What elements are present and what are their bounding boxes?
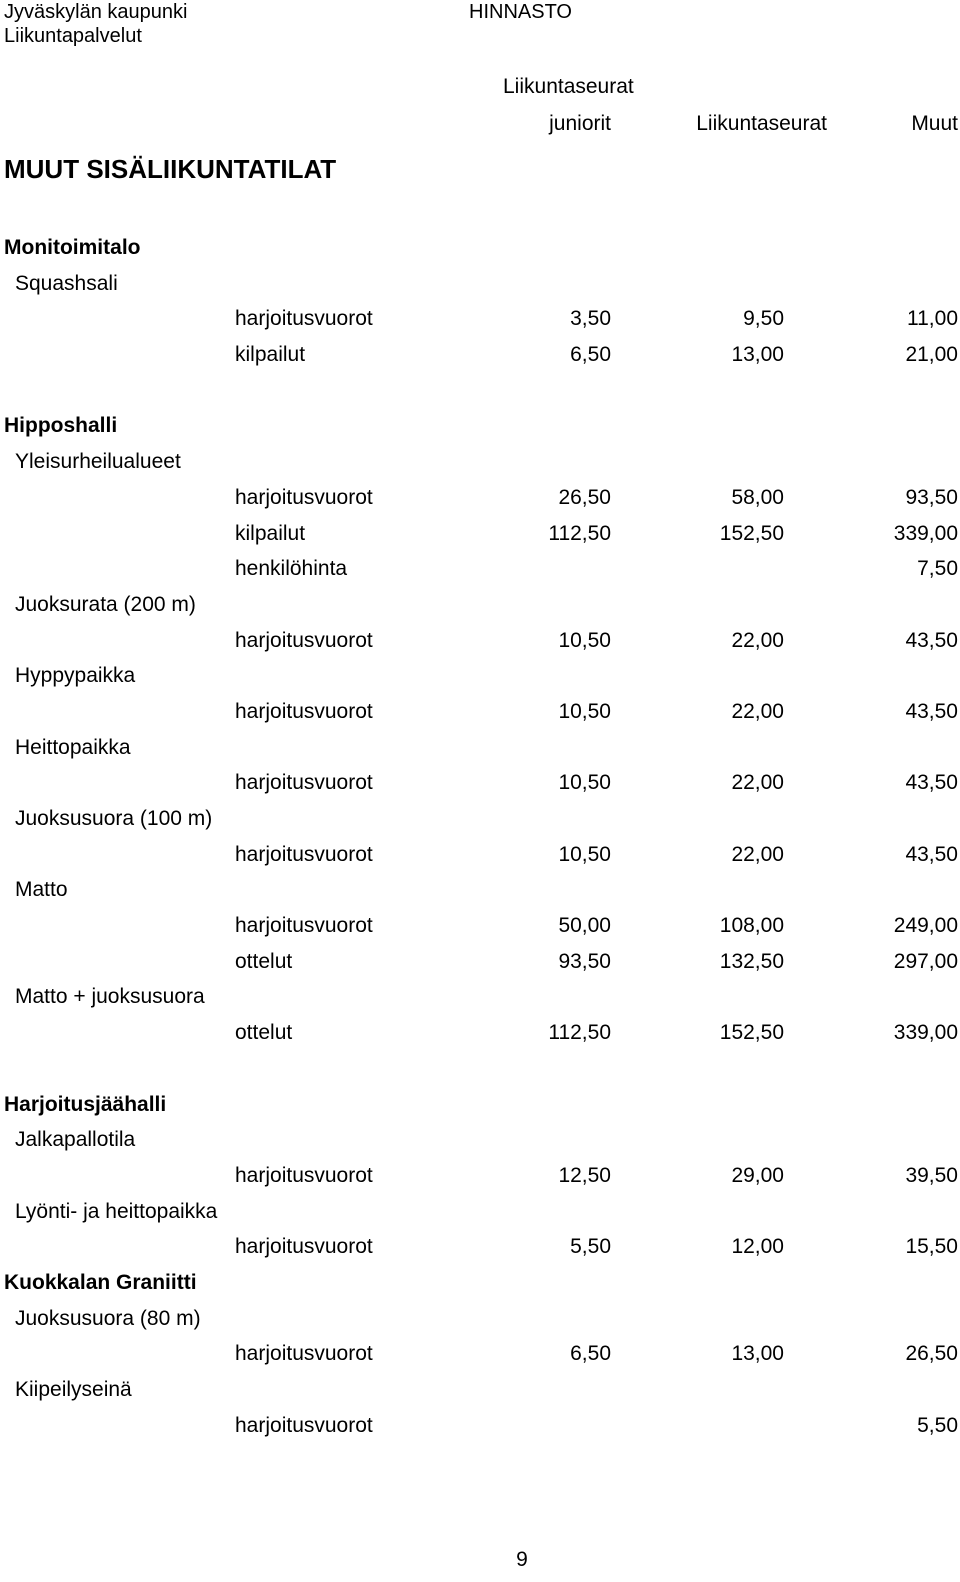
price-clubs: 22,00 (731, 628, 784, 652)
facility-heading (0, 266, 960, 302)
price-juniors: 6,50 (570, 1342, 611, 1366)
column-header-juniors-line2: juniorit (549, 112, 611, 135)
price-juniors: 3,50 (570, 307, 611, 331)
price-others: 339,00 (893, 521, 958, 545)
facility-heading (0, 444, 960, 480)
section-heading (0, 1265, 960, 1301)
facility-label: Matto (15, 878, 68, 902)
price-row-label: harjoitusvuorot (235, 699, 373, 723)
price-row (0, 301, 960, 337)
price-juniors: 26,50 (558, 485, 611, 509)
price-others: 297,00 (893, 949, 958, 973)
facility-label: Juoksurata (200 m) (15, 592, 196, 616)
price-table (0, 230, 960, 1443)
price-row-label: harjoitusvuorot (235, 1235, 373, 1259)
price-row (0, 837, 960, 873)
price-row-label: harjoitusvuorot (235, 914, 373, 938)
facility-heading (0, 1301, 960, 1337)
price-row-label: harjoitusvuorot (235, 1163, 373, 1187)
price-row-label: harjoitusvuorot (235, 485, 373, 509)
price-clubs: 152,50 (719, 521, 784, 545)
price-row-label: harjoitusvuorot (235, 628, 373, 652)
price-others: 43,50 (905, 628, 958, 652)
price-row-label: harjoitusvuorot (235, 1413, 373, 1437)
price-row (0, 765, 960, 801)
facility-heading (0, 1372, 960, 1408)
price-juniors: 93,50 (558, 949, 611, 973)
price-juniors: 12,50 (558, 1163, 611, 1187)
facility-label: Kiipeilyseinä (15, 1378, 132, 1401)
facility-label: Squashsali (15, 271, 118, 295)
price-clubs: 58,00 (731, 485, 784, 509)
price-row (0, 623, 960, 659)
facility-heading (0, 1194, 960, 1230)
price-juniors: 10,50 (558, 771, 611, 795)
price-juniors: 112,50 (548, 521, 611, 545)
price-others: 26,50 (905, 1342, 958, 1366)
price-row (0, 1158, 960, 1194)
price-juniors: 5,50 (570, 1235, 611, 1259)
price-row (0, 1229, 960, 1265)
price-clubs: 13,00 (731, 1342, 784, 1366)
price-others: 5,50 (917, 1413, 958, 1437)
price-row (0, 551, 960, 587)
price-row-label: kilpailut (235, 343, 306, 367)
section-heading (0, 408, 960, 444)
column-header-clubs: Liikuntaseurat (696, 112, 827, 135)
price-row (0, 694, 960, 730)
facility-label: Juoksusuora (100 m) (15, 807, 213, 830)
price-row (0, 516, 960, 552)
facility-heading (0, 1122, 960, 1158)
price-others: 15,50 (905, 1235, 958, 1259)
page-title: MUUT SISÄLIIKUNTATILAT (4, 154, 337, 184)
price-clubs: 22,00 (731, 771, 784, 795)
price-row-label: harjoitusvuorot (235, 771, 373, 795)
price-clubs: 22,00 (731, 842, 784, 866)
price-juniors: 6,50 (570, 343, 611, 367)
section-label: Monitoimitalo (4, 236, 141, 259)
spacer (0, 373, 960, 409)
price-others: 43,50 (905, 771, 958, 795)
facility-label: Jalkapallotila (15, 1128, 136, 1152)
price-clubs: 12,00 (731, 1235, 784, 1259)
facility-label: Hyppypaikka (15, 664, 136, 688)
section-label: Hipposhalli (4, 414, 118, 438)
price-row (0, 1408, 960, 1444)
facility-heading (0, 658, 960, 694)
department-name: Liikuntapalvelut (4, 25, 142, 47)
column-header-juniors-line1: Liikuntaseurat (503, 75, 634, 98)
price-clubs: 13,00 (731, 343, 784, 367)
facility-heading (0, 872, 960, 908)
price-clubs: 22,00 (731, 699, 784, 723)
price-clubs: 29,00 (731, 1163, 784, 1187)
facility-label: Juoksusuora (80 m) (15, 1306, 201, 1330)
section-label: Harjoitusjäähalli (4, 1092, 167, 1116)
facility-label: Heittopaikka (15, 735, 131, 759)
price-row-label: harjoitusvuorot (235, 842, 373, 866)
price-others: 21,00 (905, 343, 958, 367)
facility-label: Matto + juoksusuora (15, 985, 205, 1009)
price-others: 43,50 (905, 699, 958, 723)
price-row (0, 1336, 960, 1372)
facility-label: Yleisurheilualueet (15, 450, 181, 474)
price-juniors: 112,50 (548, 1021, 611, 1045)
facility-heading (0, 801, 960, 837)
price-clubs: 132,50 (719, 949, 784, 973)
price-juniors: 10,50 (558, 699, 611, 723)
price-others: 93,50 (905, 485, 958, 509)
organization-name: Jyväskylän kaupunki (4, 1, 188, 23)
price-row-label: harjoitusvuorot (235, 1342, 373, 1366)
price-row-label: henkilöhinta (235, 557, 348, 581)
section-heading (0, 1087, 960, 1123)
price-juniors: 50,00 (558, 914, 611, 938)
price-clubs: 9,50 (743, 307, 784, 331)
price-row (0, 337, 960, 373)
document-type: HINNASTO (469, 1, 572, 23)
price-others: 339,00 (893, 1021, 958, 1045)
price-row-label: harjoitusvuorot (235, 307, 373, 331)
price-row-label: kilpailut (235, 521, 306, 545)
price-juniors: 10,50 (558, 628, 611, 652)
section-label: Kuokkalan Graniitti (4, 1270, 197, 1294)
facility-heading (0, 979, 960, 1015)
price-row-label: ottelut (235, 1021, 293, 1045)
price-row (0, 1015, 960, 1051)
page-number: 9 (516, 1548, 528, 1571)
price-clubs: 108,00 (719, 914, 784, 938)
facility-label: Lyönti- ja heittopaikka (15, 1199, 218, 1223)
price-clubs: 152,50 (719, 1021, 784, 1045)
section-heading (0, 230, 960, 266)
price-others: 11,00 (907, 307, 958, 331)
price-row-label: ottelut (235, 949, 293, 973)
column-header-others: Muut (911, 112, 958, 135)
price-row (0, 944, 960, 980)
price-others: 249,00 (893, 914, 958, 938)
facility-heading (0, 730, 960, 766)
price-row (0, 908, 960, 944)
price-others: 7,50 (917, 557, 958, 581)
price-row (0, 480, 960, 516)
price-others: 39,50 (905, 1163, 958, 1187)
facility-heading (0, 587, 960, 623)
spacer (0, 1051, 960, 1087)
price-juniors: 10,50 (558, 842, 611, 866)
price-others: 43,50 (905, 842, 958, 866)
